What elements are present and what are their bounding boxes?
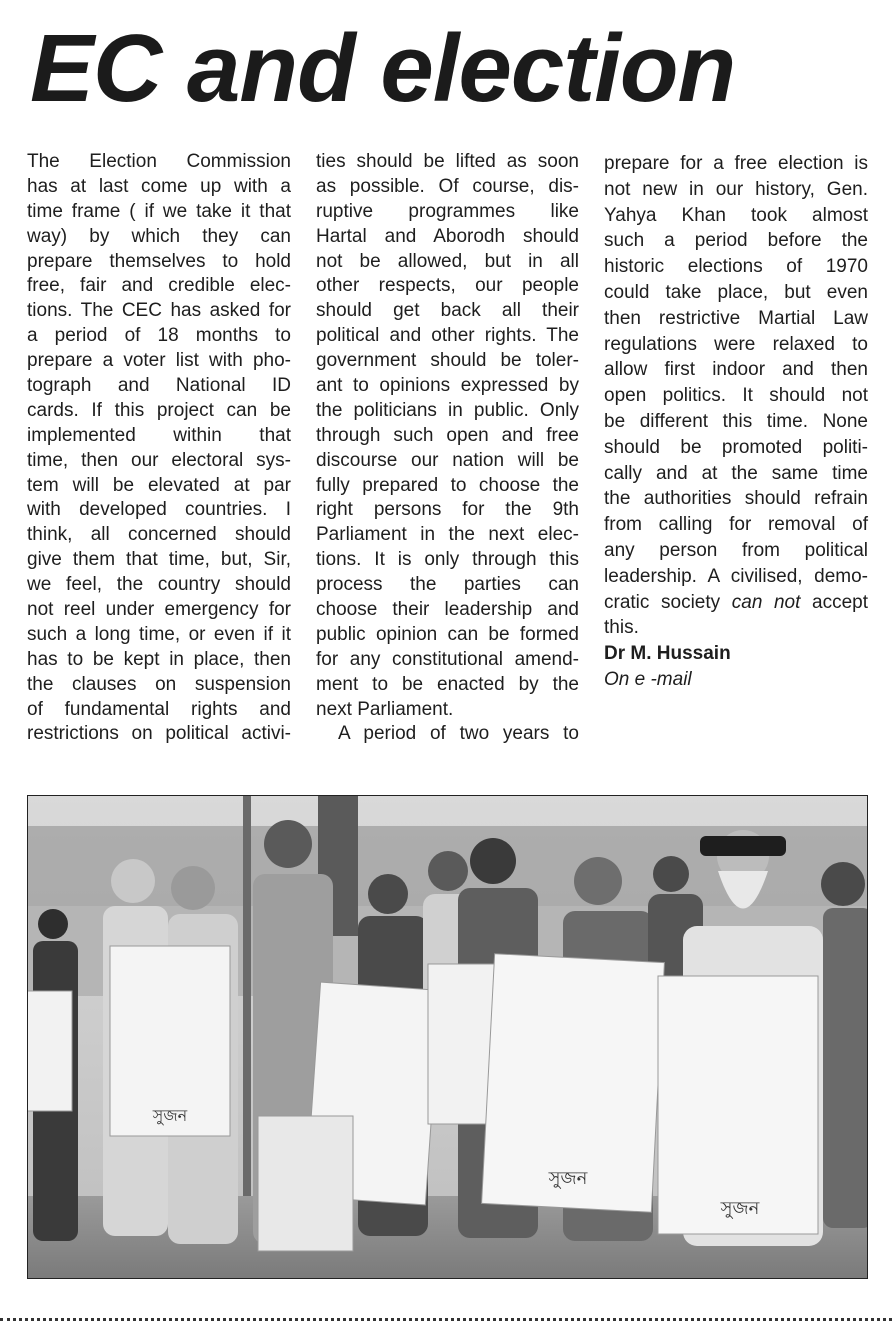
text-line: has to be kept in place, then	[27, 648, 291, 670]
emphasis-text: can not	[731, 591, 801, 613]
text-line: such a long time, or even if it	[27, 623, 291, 645]
placard	[258, 1116, 353, 1251]
text-line: then restrictive Martial Law	[604, 307, 868, 329]
text-line: the clauses on suspension	[27, 673, 291, 695]
text-line: prepare for a free election is	[604, 153, 868, 174]
placard-text: সুজন	[152, 1106, 188, 1125]
text-line: next Parliament.	[316, 698, 454, 720]
text-line: fully prepared to choose the	[316, 474, 579, 496]
text-line: historic elections of 1970	[604, 256, 868, 278]
text-line: ment to be enacted by the	[316, 673, 579, 695]
text-line: of fundamental rights and	[27, 698, 291, 720]
text-line: open politics. It should not	[604, 385, 868, 407]
text-line: cards. If this project can be	[27, 399, 291, 421]
text-fragment: cratic society	[604, 591, 721, 613]
text-line: other respects, our people	[316, 275, 579, 297]
text-line: Yahya Khan took almost	[604, 204, 868, 226]
article-column-1	[27, 150, 291, 747]
text-line: ant to opinions expressed by	[316, 375, 579, 397]
text-fragment: accept	[800, 591, 868, 613]
text-line: any person from political	[604, 539, 868, 561]
text-line: not reel under emergency for	[27, 599, 291, 621]
signature-name: Dr M. Hussain	[604, 643, 731, 665]
pole	[243, 796, 251, 1196]
text-line: ruptive programmes like	[316, 200, 579, 222]
article-column-3	[604, 151, 868, 693]
text-line: we feel, the country should	[27, 574, 291, 596]
text-line: for any constitutional amend-	[316, 648, 579, 670]
placard	[110, 946, 230, 1136]
text-line: tions. The CEC has asked for	[27, 300, 291, 322]
text-line: implemented within that	[27, 424, 291, 446]
text-line: as possible. Of course, dis-	[316, 175, 579, 197]
signature-source: On e -mail	[604, 668, 692, 690]
placard	[28, 991, 72, 1111]
text-line: through such open and free	[316, 424, 579, 446]
text-line: from calling for removal of	[604, 514, 868, 536]
text-line: right persons for the 9th	[316, 499, 579, 521]
text-line: tem will be elevated at par	[27, 474, 291, 496]
text-line: prepare themselves to hold	[27, 250, 291, 272]
text-line: choose their leadership and	[316, 599, 579, 621]
text-line: ties should be lifted as soon	[316, 151, 579, 172]
text-line: tograph and National ID	[27, 375, 291, 397]
text-line: this.	[604, 617, 639, 639]
text-line: free, fair and credible elec-	[27, 275, 291, 297]
text-line: a period of 18 months to	[27, 325, 291, 347]
text-line: The Election Commission	[27, 151, 291, 172]
text-line: discourse our nation will be	[316, 449, 579, 471]
text-line: not new in our history, Gen.	[604, 178, 868, 200]
text-line: time frame ( if we take it that	[27, 200, 291, 222]
text-line: cally and at the same time	[604, 462, 868, 484]
text-line: such a period before the	[604, 230, 868, 252]
text-line: the authorities should refrain	[604, 488, 868, 510]
headline: EC and election	[30, 15, 736, 122]
text-line: the politicians in public. Only	[316, 399, 579, 421]
text-line: regulations were relaxed to	[604, 333, 868, 355]
text-line: not be allowed, but in all	[316, 250, 579, 272]
placard	[658, 976, 818, 1234]
text-line: public opinion can be formed	[316, 623, 579, 645]
text-line: A period of two years to	[338, 723, 579, 745]
text-line: restrictions on political activi-	[27, 723, 291, 745]
text-line: leadership. A civilised, demo-	[604, 565, 868, 587]
placard	[482, 954, 665, 1213]
text-line: tions. It is only through this	[316, 549, 579, 571]
text-line: give them that time, but, Sir,	[27, 549, 291, 571]
text-line: be different this time. None	[604, 410, 868, 432]
placard-text: সুজন	[720, 1198, 760, 1219]
text-line-with-emphasis	[604, 590, 868, 616]
text-line: Parliament in the next elec-	[316, 524, 579, 546]
text-line: way) by which they can	[27, 225, 291, 247]
text-line: allow first indoor and then	[604, 359, 868, 381]
text-line: with developed countries. I	[27, 499, 291, 521]
text-line: time, then our electoral sys-	[27, 449, 291, 471]
text-line: could take place, but even	[604, 281, 868, 303]
footer-dotted-rule	[0, 1318, 892, 1321]
text-line: has at last come up with a	[27, 175, 291, 197]
protest-photo	[27, 795, 868, 1279]
text-line: Hartal and Aborodh should	[316, 225, 579, 247]
text-line: process the parties can	[316, 574, 579, 596]
text-line: prepare a voter list with pho-	[27, 350, 291, 372]
text-line: government should be toler-	[316, 350, 579, 372]
text-line: think, all concerned should	[27, 524, 291, 546]
text-line: political and other rights. The	[316, 325, 579, 347]
article-column-2	[316, 150, 579, 747]
text-line: should be promoted politi-	[604, 436, 868, 458]
text-line: should get back all their	[316, 300, 579, 322]
placard-text: সুজন	[548, 1168, 588, 1189]
